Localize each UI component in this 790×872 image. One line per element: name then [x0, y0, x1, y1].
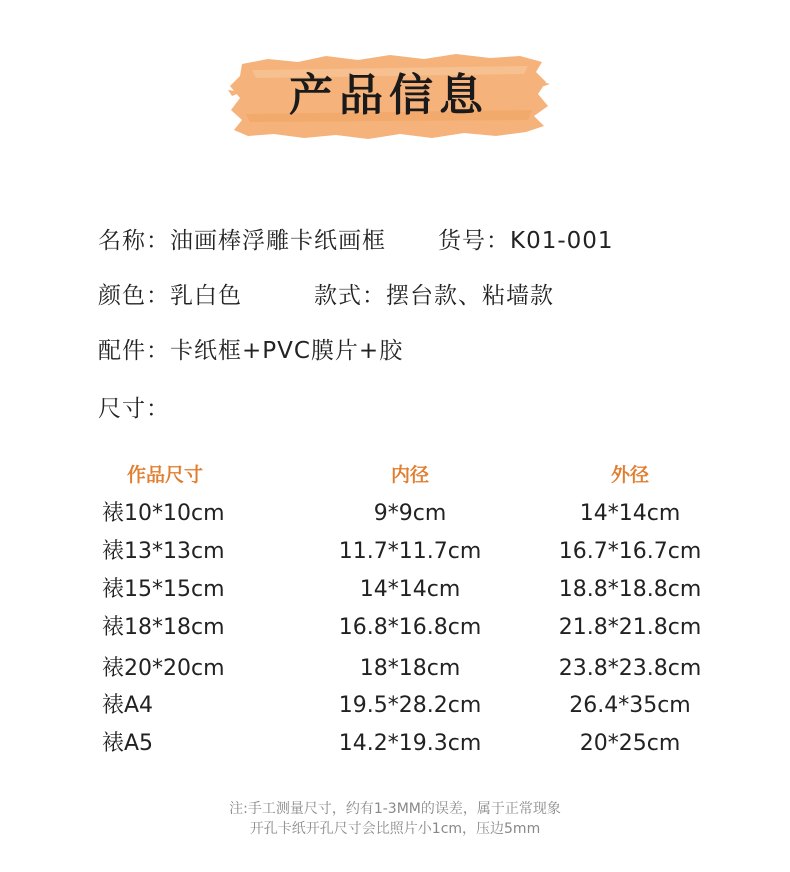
code-label: 货号：: [438, 228, 510, 254]
outer-size-cell: 21.8*21.8cm: [558, 615, 702, 640]
style-value: 摆台款、粘墙款: [386, 283, 554, 309]
artwork-size-cell: 裱13*13cm: [102, 539, 225, 564]
outer-size-cell: 16.7*16.7cm: [558, 539, 702, 564]
outer-size-cell: 26.4*35cm: [569, 693, 691, 718]
artwork-size-cell: 裱18*18cm: [102, 615, 225, 640]
note-measurement: 注:手工测量尺寸，约有1-3MM的误差，属于正常现象: [229, 801, 561, 817]
outer-size-cell: 18.8*18.8cm: [558, 577, 702, 602]
artwork-size-cell: 裱15*15cm: [102, 577, 225, 602]
table-row: [90, 495, 730, 533]
info-row-color-style: [98, 277, 554, 310]
size-table-header: [90, 455, 730, 495]
info-row-size: [98, 390, 170, 423]
header-outer-size: 外径: [610, 464, 649, 486]
artwork-size-cell: 裱10*10cm: [102, 501, 225, 526]
name-value: 油画棒浮雕卡纸画框: [170, 228, 386, 254]
note-cutout: 开孔卡纸开孔尺寸会比照片小1cm，压边5mm: [249, 821, 541, 837]
outer-size-cell: 23.8*23.8cm: [558, 656, 702, 681]
outer-size-cell: 14*14cm: [579, 501, 681, 526]
inner-size-cell: 16.8*16.8cm: [338, 615, 482, 640]
header-artwork-size: 作品尺寸: [126, 464, 203, 486]
inner-size-cell: 18*18cm: [359, 656, 461, 681]
table-row: [90, 533, 730, 571]
code-value: K01-001: [510, 228, 614, 254]
inner-size-cell: 14.2*19.3cm: [338, 731, 482, 756]
color-label: 颜色：: [98, 283, 170, 309]
page-title: 产品信息: [289, 70, 489, 121]
artwork-size-cell: 裱A5: [102, 731, 154, 756]
inner-size-cell: 14*14cm: [359, 577, 461, 602]
table-row: [90, 571, 730, 609]
table-row: [90, 687, 730, 725]
info-row-name-code: [98, 222, 614, 255]
header-inner-size: 内径: [390, 464, 429, 486]
style-label: 款式：: [314, 283, 386, 309]
outer-size-cell: 20*25cm: [579, 731, 681, 756]
parts-value: 卡纸框+PVC膜片+胶: [170, 338, 404, 364]
parts-label: 配件：: [98, 338, 170, 364]
inner-size-cell: 11.7*11.7cm: [338, 539, 482, 564]
name-label: 名称：: [98, 228, 170, 254]
artwork-size-cell: 裱20*20cm: [102, 656, 225, 681]
section-banner: [228, 50, 550, 142]
table-row: [90, 609, 730, 647]
size-table: [90, 455, 730, 763]
inner-size-cell: 19.5*28.2cm: [338, 693, 482, 718]
artwork-size-cell: 裱A4: [102, 693, 154, 718]
table-row: [90, 647, 730, 687]
color-value: 乳白色: [170, 283, 242, 309]
inner-size-cell: 9*9cm: [373, 501, 447, 526]
table-row: [90, 725, 730, 763]
size-label: 尺寸：: [98, 396, 170, 422]
info-row-parts: [98, 332, 403, 365]
